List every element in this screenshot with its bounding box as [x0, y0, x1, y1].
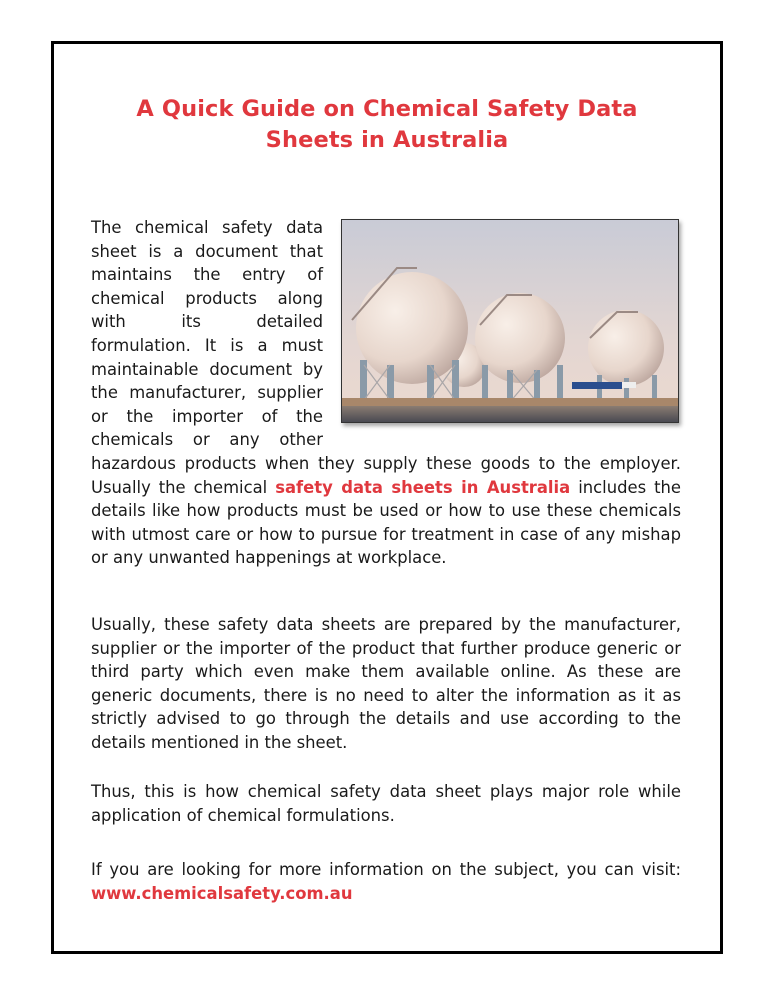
storage-tanks-figure [339, 215, 683, 427]
website-link[interactable]: www.chemicalsafety.com.au [91, 883, 353, 903]
paragraph-1-text: The chemical safety data sheet is a document that maintains the entry of chemical products along with its detailed formulation. It is a must maintainable document by the manufacturer, supplier or the importer of the chemicals or any other hazardous products when they supply these goods to the employer. Usually the chemical safety data sheets in Australia includes the details like how products must be used or how to use these chemicals with utmost care or how to pursue for treatment in case of any mishap or any unwanted happenings at workplace. [91, 218, 681, 568]
title-line-1: A Quick Guide on Chemical Safety Data [136, 96, 638, 122]
paragraph-3: Thus, this is how chemical safety data sheet plays major role while application of chemical formulations. [91, 782, 681, 825]
title-line-2: Sheets in Australia [265, 127, 509, 153]
safety-data-sheets-link[interactable]: safety data sheets in Australia [275, 477, 571, 497]
page-border [51, 41, 723, 954]
document-title [54, 94, 720, 156]
photo-spherical-storage-tanks-icon [341, 219, 679, 423]
paragraph-4: If you are looking for more information on the subject, you can visit: www.chemicalsafety.com.au [91, 860, 681, 903]
paragraph-intro [91, 216, 681, 570]
paragraph-2: Usually, these safety data sheets are prepared by the manufacturer, supplier or the importer of the product that further produce generic or third party which even make them available online. As these are generic documents, there is no need to alter the information as it as strictly advised to go through the details and use according to the details mentioned in the sheet. [91, 615, 681, 752]
